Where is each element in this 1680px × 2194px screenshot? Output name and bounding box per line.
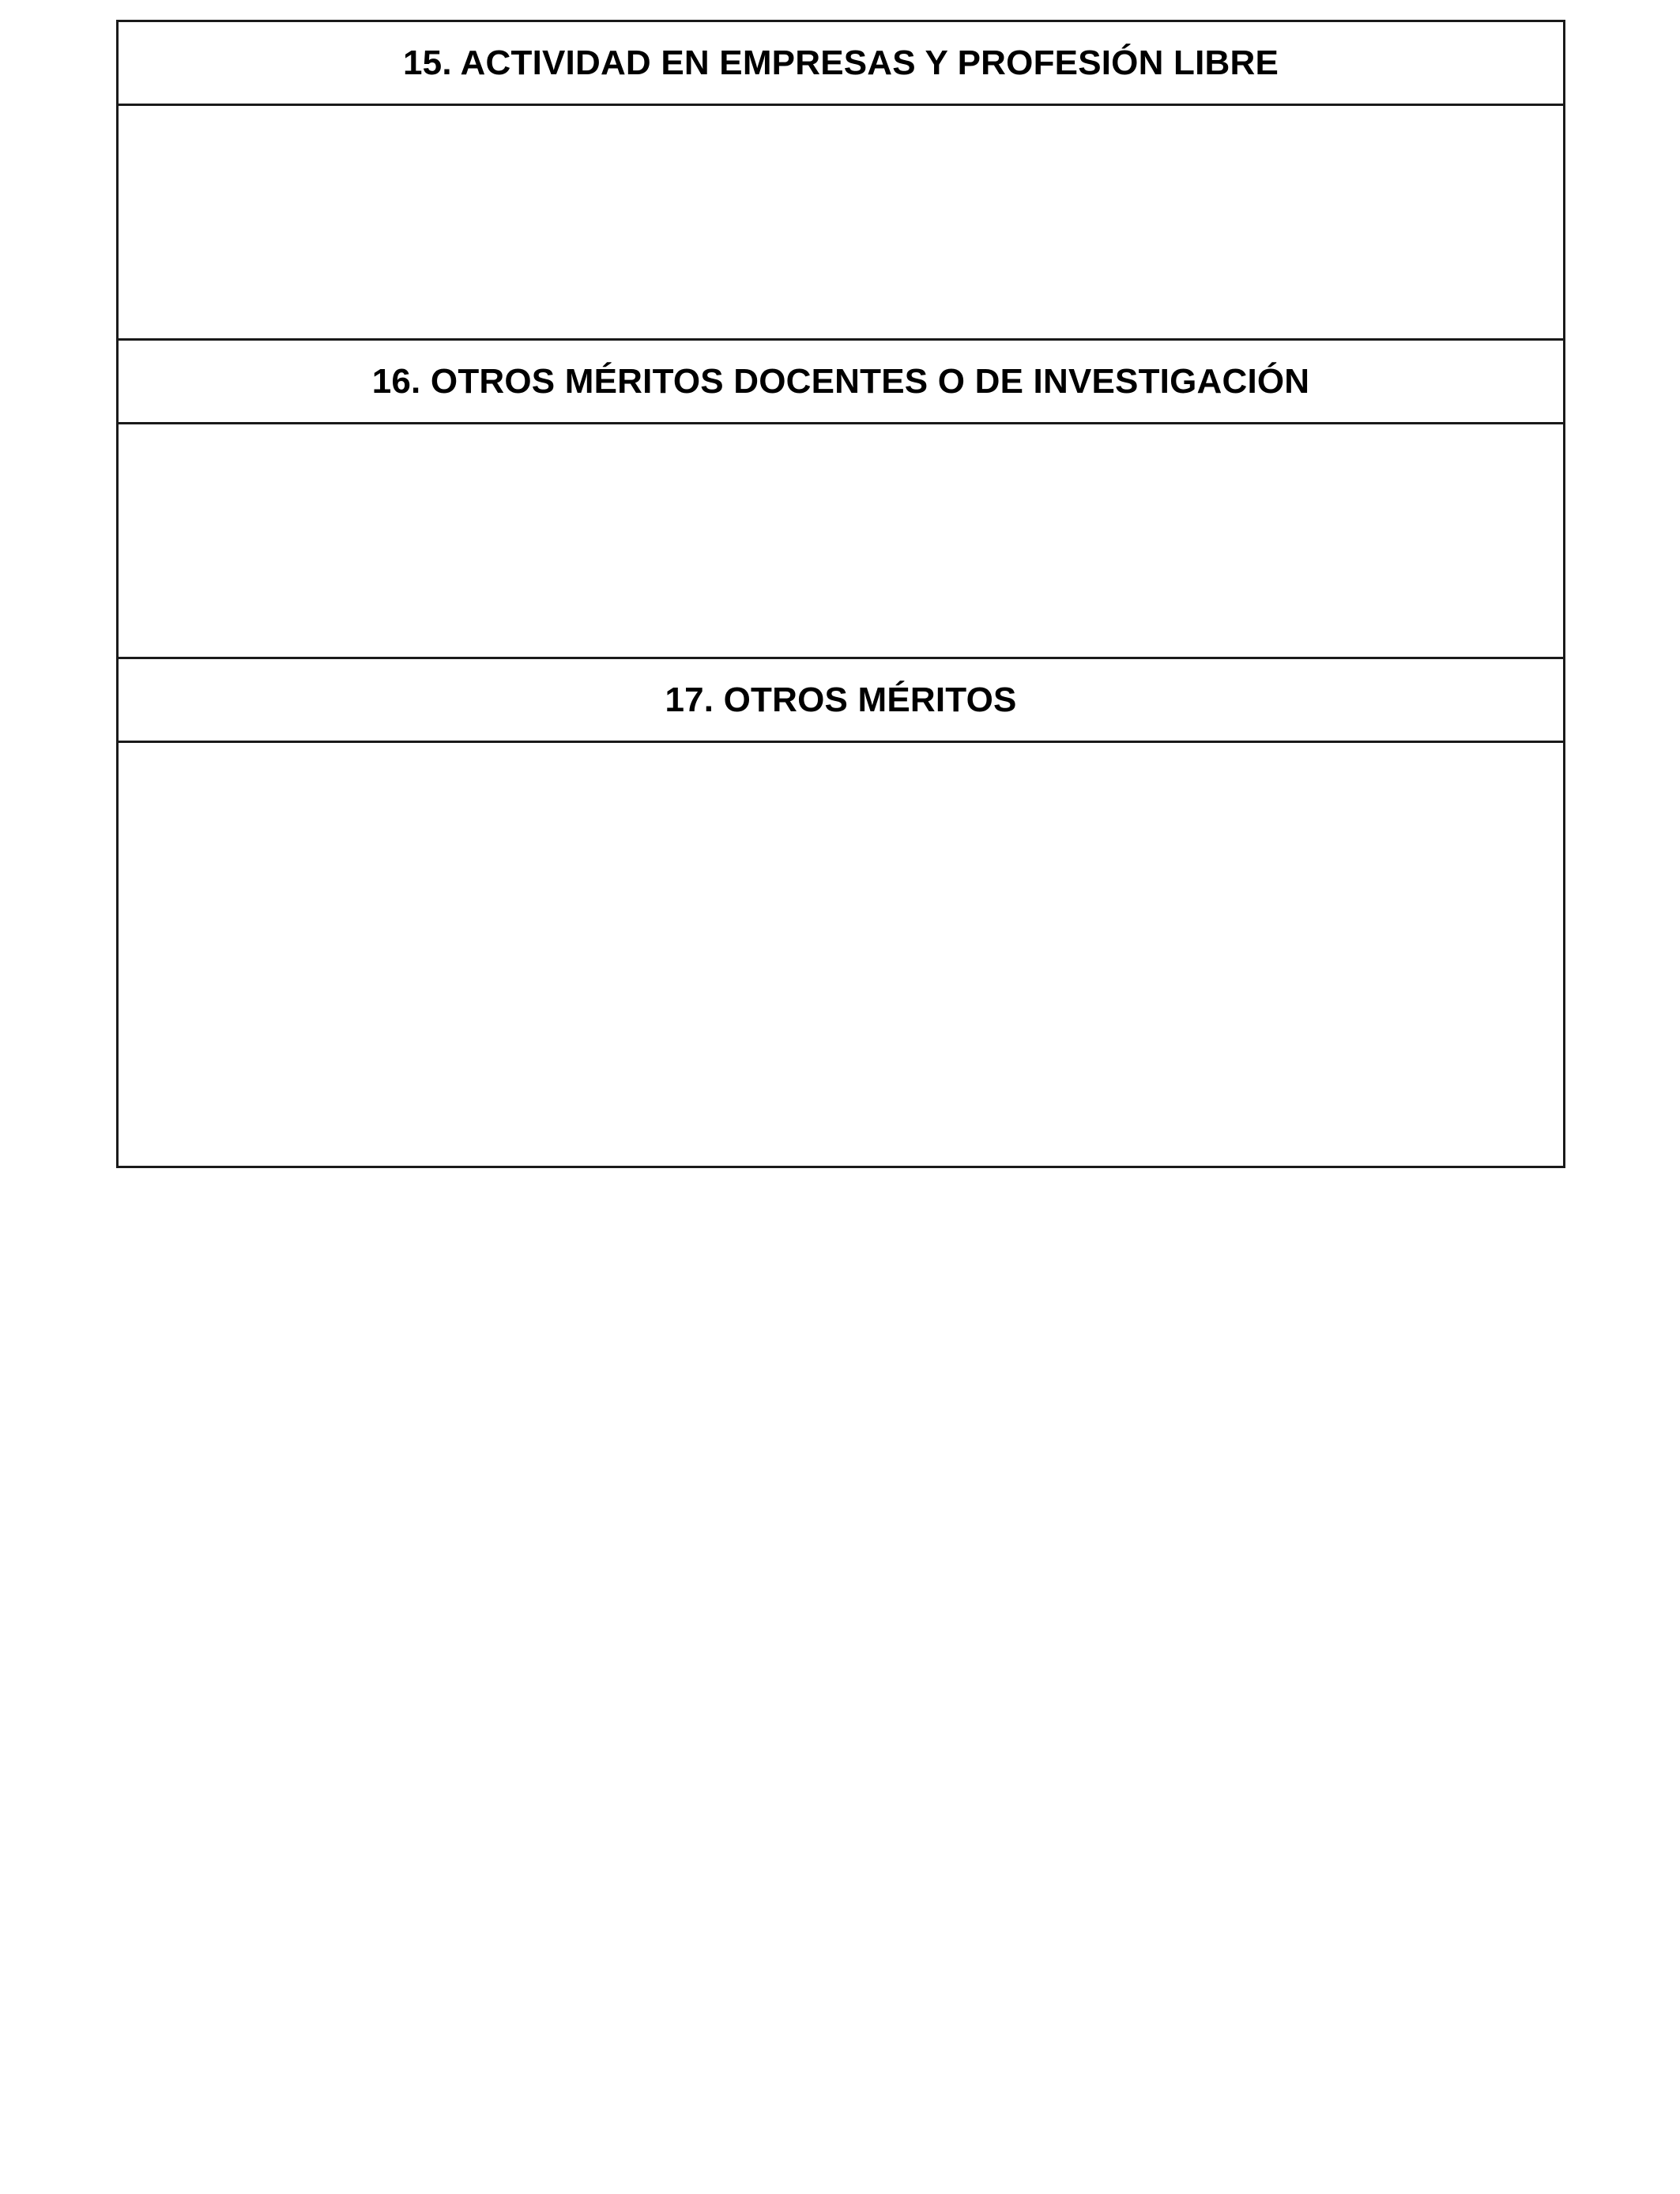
section-field-17[interactable] — [119, 743, 1563, 1166]
section-title-16: 16. OTROS MÉRITOS DOCENTES O DE INVESTIGACIÓN — [371, 361, 1310, 401]
section-header-16 — [119, 341, 1563, 424]
section-title-17: 17. OTROS MÉRITOS — [665, 680, 1017, 719]
section-title-15: 15. ACTIVIDAD EN EMPRESAS Y PROFESIÓN LIBRE — [403, 43, 1279, 82]
section-header-17 — [119, 659, 1563, 743]
section-field-16[interactable] — [119, 424, 1563, 659]
section-header-15 — [119, 22, 1563, 106]
section-field-15[interactable] — [119, 106, 1563, 341]
merits-form-table — [116, 20, 1565, 1168]
